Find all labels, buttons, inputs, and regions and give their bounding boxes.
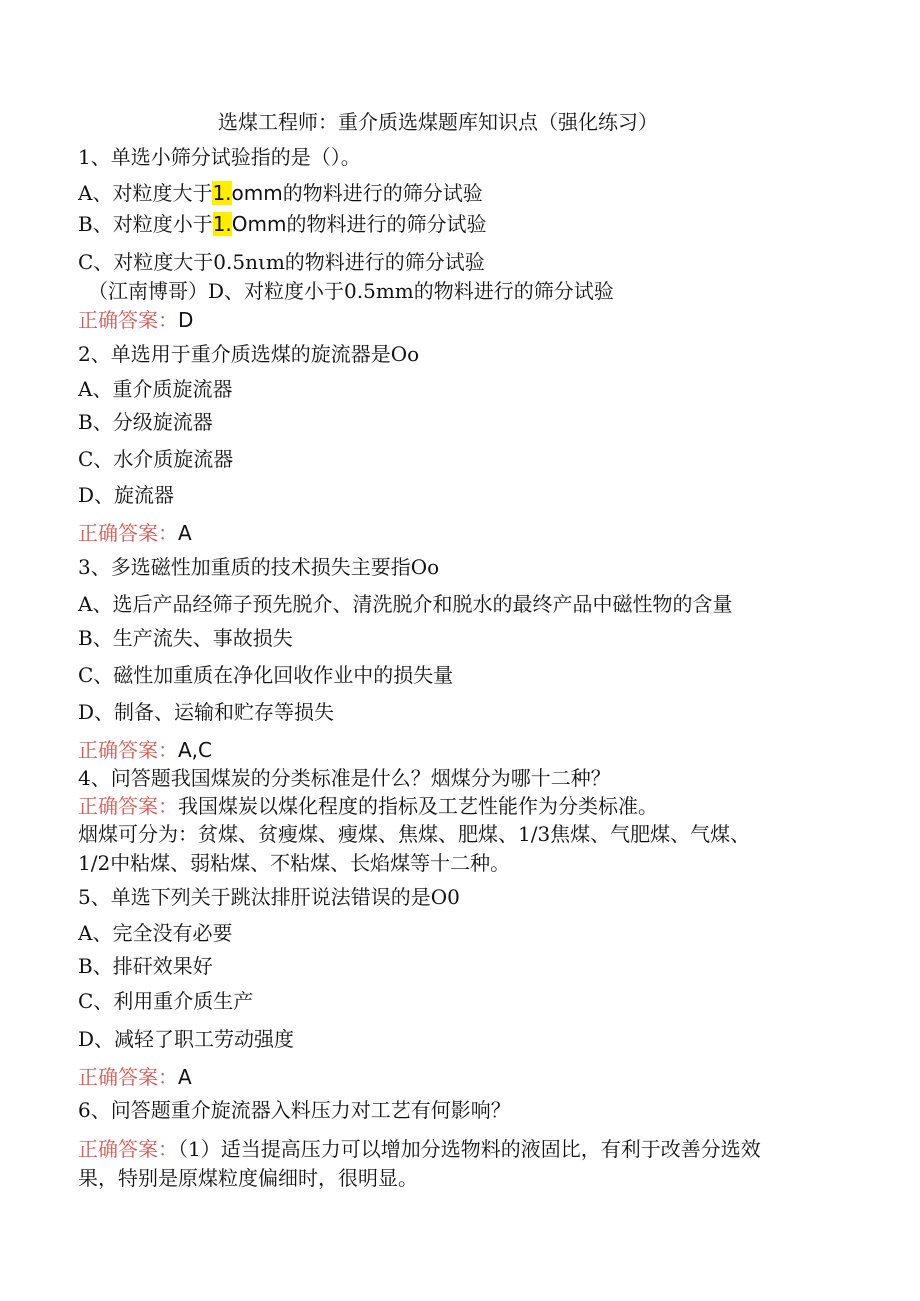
question-6-answer xyxy=(78,1135,761,1163)
question-1-answer xyxy=(78,306,193,334)
question-2-answer xyxy=(78,519,192,547)
question-3-option-c: C、磁性加重质在净化回收作业中的损失量 xyxy=(78,663,454,687)
question-5-option-b: B、排矸效果好 xyxy=(78,954,213,978)
answer-label: 正确答案： xyxy=(78,1137,178,1161)
question-5-option-d: D、减轻了职工劳动强度 xyxy=(78,1027,295,1051)
question-4-answer-line-2: 烟煤可分为：贫煤、贫瘦煤、瘦煤、焦煤、肥煤、1/3焦煤、气肥煤、气煤、 xyxy=(78,822,751,846)
question-4-answer-line-3: 1/2中粘煤、弱粘煤、不粘煤、长焰煤等十二种。 xyxy=(78,851,511,875)
question-3-option-b: B、生产流失、事故损失 xyxy=(78,626,293,650)
question-5-option-a: A、完全没有必要 xyxy=(78,921,233,945)
answer-label: 正确答案： xyxy=(78,794,178,818)
question-6-stem: 6、问答题重介旋流器入料压力对工艺有何影响？ xyxy=(78,1098,511,1122)
question-3-option-d: D、制备、运输和贮存等损失 xyxy=(78,700,335,724)
option-b-rest: Omm的物料进行的筛分试验 xyxy=(231,212,487,236)
question-3-option-a: A、选后产品经筛子预先脱介、清洗脱介和脱水的最终产品中磁性物的含量 xyxy=(78,592,733,616)
answer-value: 我国煤炭以煤化程度的指标及工艺性能作为分类标准。 xyxy=(178,794,658,818)
question-4-answer xyxy=(78,792,658,820)
question-2-stem: 2、单选用于重介质选煤的旋流器是Oo xyxy=(78,342,420,366)
question-2-option-d: D、旋流器 xyxy=(78,483,175,507)
option-a-rest: omm的物料进行的筛分试验 xyxy=(231,181,483,205)
question-3-stem: 3、多选磁性加重质的技术损失主要指Oo xyxy=(78,555,440,579)
answer-value: （1）适当提高压力可以增加分选物料的液固比，有利于改善分选效 xyxy=(178,1137,761,1161)
question-2-option-b: B、分级旋流器 xyxy=(78,410,213,434)
answer-value: A xyxy=(178,1065,192,1089)
question-1-option-a xyxy=(78,179,483,207)
option-b-prefix: B、对粒度小于 xyxy=(78,212,213,236)
highlight-mark: 1. xyxy=(212,181,232,205)
answer-value: D xyxy=(178,308,194,332)
question-1-stem: 1、单选小筛分试验指的是（）。 xyxy=(78,145,361,169)
question-2-option-a: A、重介质旋流器 xyxy=(78,377,233,401)
answer-value: A,C xyxy=(178,738,213,762)
answer-label: 正确答案： xyxy=(78,308,178,332)
question-6-answer-line-2: 果，特别是原煤粒度偏细时，很明显。 xyxy=(78,1166,418,1190)
question-5-option-c: C、利用重介质生产 xyxy=(78,989,254,1013)
option-a-prefix: A、对粒度大于 xyxy=(78,181,213,205)
question-4-stem: 4、问答题我国煤炭的分类标准是什么？烟煤分为哪十二种？ xyxy=(78,766,611,790)
question-3-answer xyxy=(78,736,212,764)
answer-label: 正确答案： xyxy=(78,1065,178,1089)
question-2-option-c: C、水介质旋流器 xyxy=(78,447,234,471)
answer-label: 正确答案： xyxy=(78,738,178,762)
answer-value: A xyxy=(178,521,192,545)
question-1-option-d: （江南博哥）D、对粒度小于0.5mm的物料进行的筛分试验 xyxy=(88,279,614,303)
answer-label: 正确答案： xyxy=(78,521,178,545)
question-1-option-c: C、对粒度大于0.5nιm的物料进行的筛分试验 xyxy=(78,250,485,274)
question-5-stem: 5、单选下列关于跳汰排肝说法错误的是O0 xyxy=(78,885,460,909)
question-5-answer xyxy=(78,1063,192,1091)
highlight-mark: 1. xyxy=(212,212,232,236)
page-title: 选煤工程师：重介质选煤题库知识点（强化练习） xyxy=(218,110,658,134)
question-1-option-b xyxy=(78,210,487,238)
